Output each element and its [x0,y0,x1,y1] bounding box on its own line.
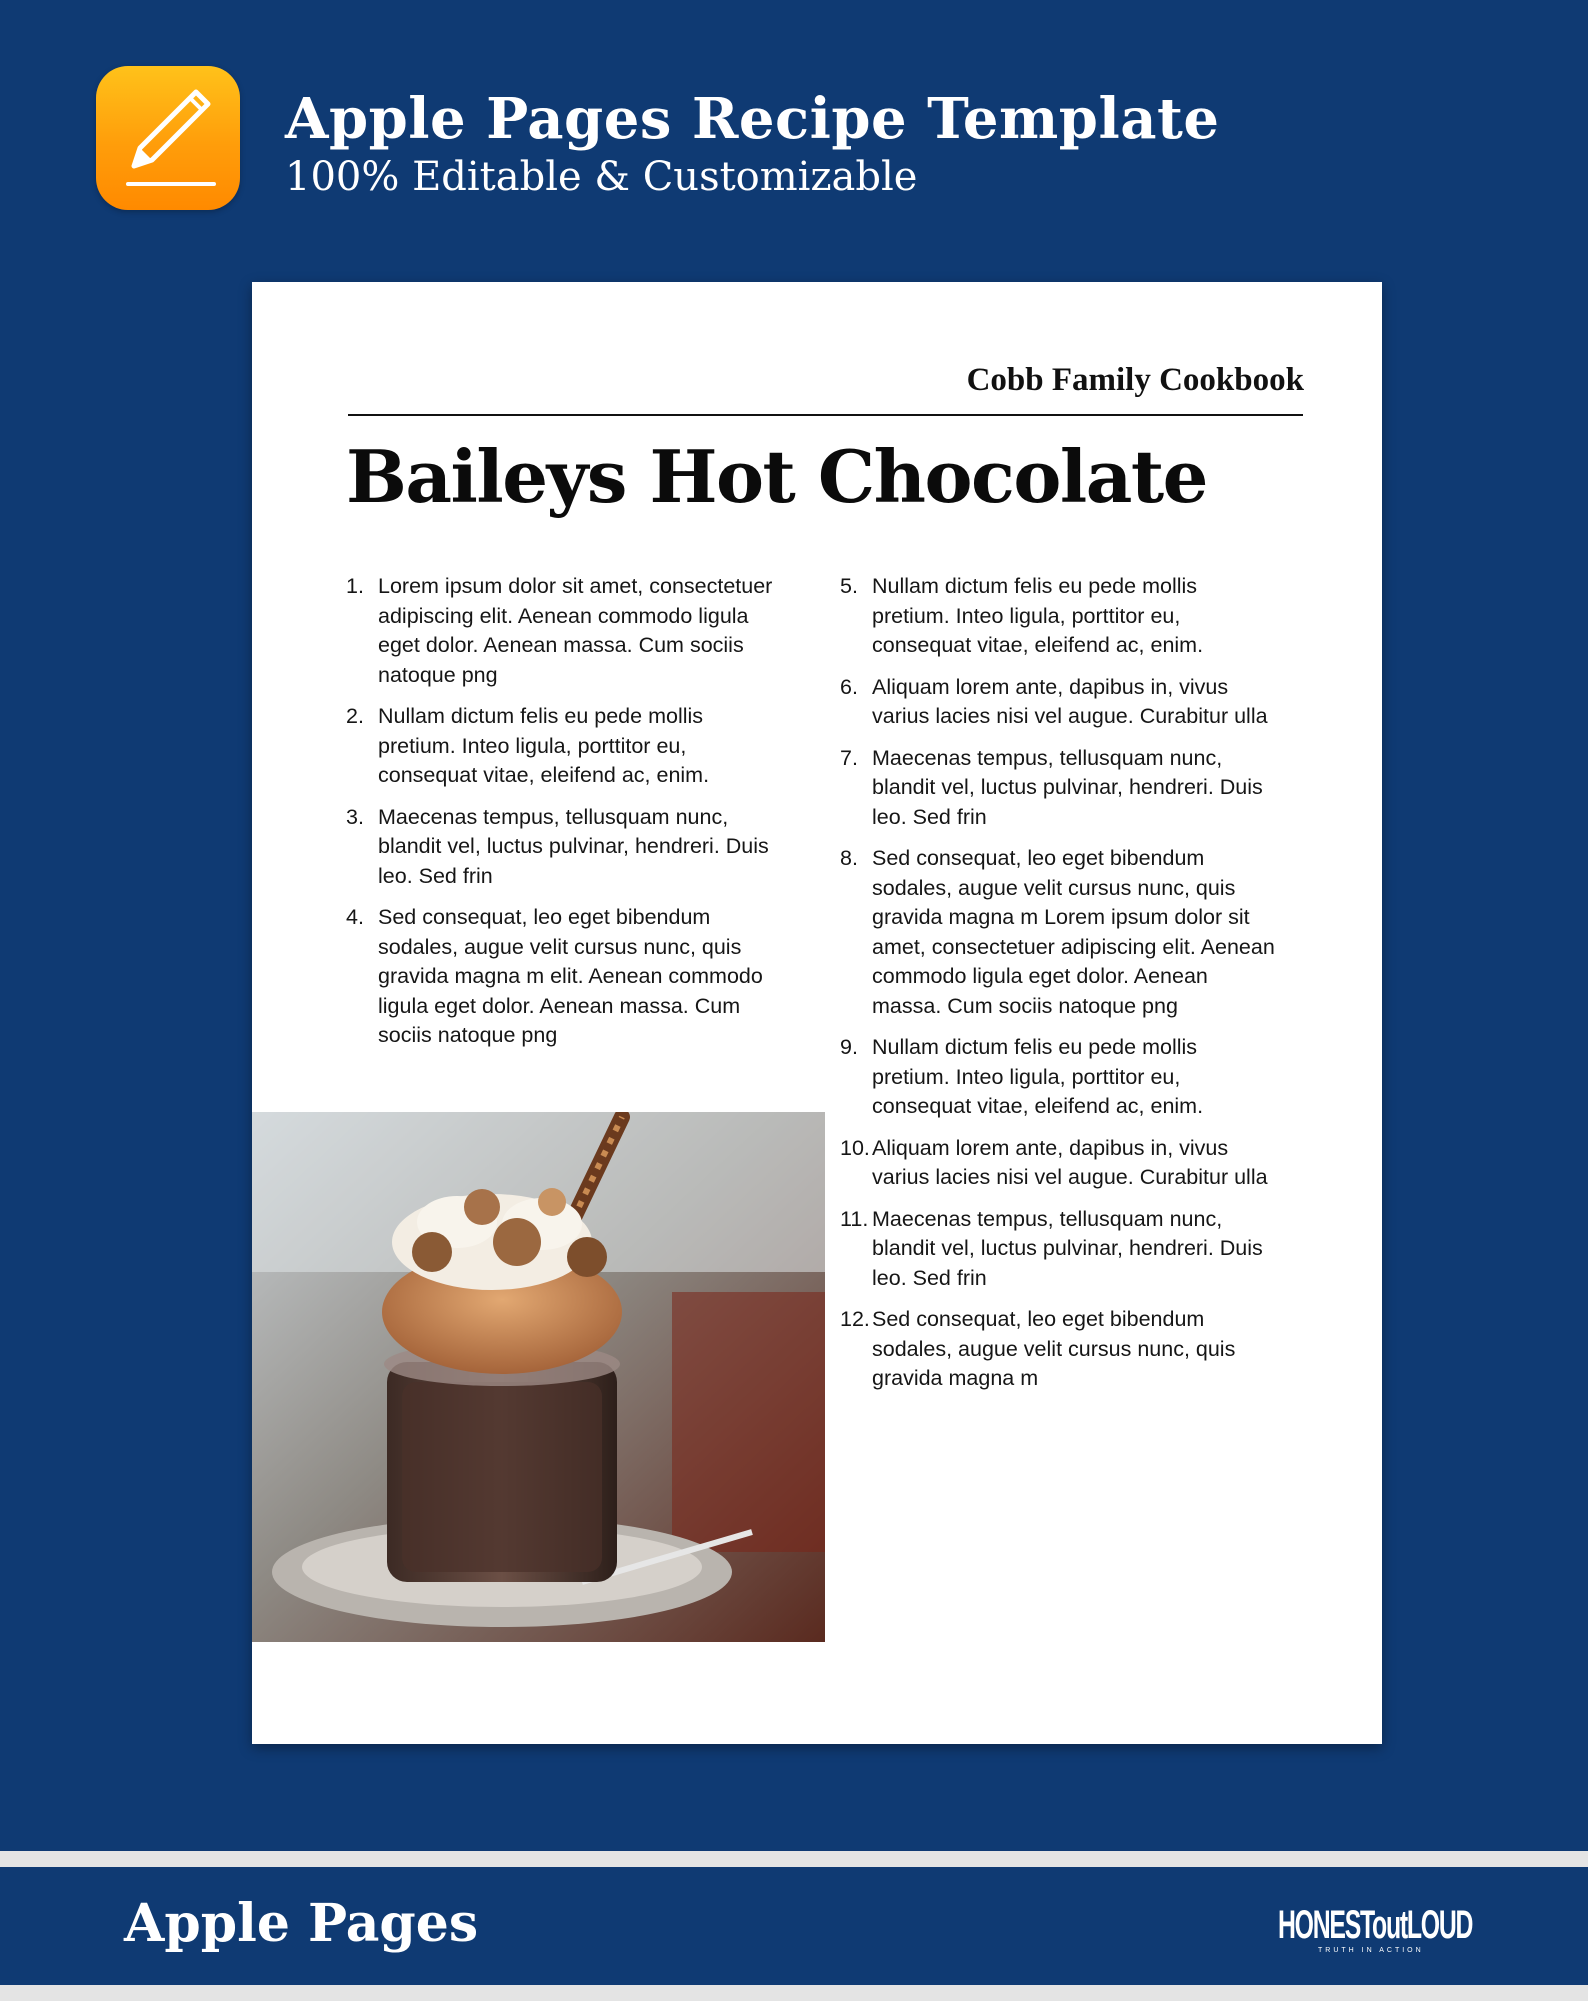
steps-left-column [346,572,776,1063]
step-text: Sed consequat, leo eget bibendum sodales, augue velit cursus nunc, quis gravida magna m elit. Aenean commodo ligula eget dolor. Aenean massa. Cum sociis natoque png [378,905,763,1047]
step-number: 3. [346,804,364,829]
step-text: Nullam dictum felis eu pede mollis pretium. Inteo ligula, porttitor eu, consequat vitae, eleifend ac, enim. [872,574,1204,657]
step-number: 2. [346,704,364,728]
step-text: Nullam dictum felis eu pede mollis pretium. Inteo ligula, porttitor eu, consequat vitae, eleifend ac, enim. [872,1035,1204,1118]
recipe-page [252,282,1382,1744]
recipe-step [346,702,776,791]
header-subtitle: 100% Editable & Customizable [285,154,918,200]
hot-chocolate-photo [252,1112,825,1642]
header-title: Apple Pages Recipe Template [285,86,1220,152]
pages-app-icon [96,66,240,210]
brand-logo [1278,1903,1473,1965]
footer [0,1867,1588,1985]
cookbook-name: Cobb Family Cookbook [966,362,1304,398]
step-text: Nullam dictum felis eu pede mollis pretium. Inteo ligula, porttitor eu, consequat vitae, eleifend ac, enim. [378,704,710,787]
footer-divider [0,1851,1588,1867]
step-text: Maecenas tempus, tellusquam nunc, blandit vel, luctus pulvinar, hendreri. Duis leo. Sed frin [378,804,769,888]
recipe-step [346,572,776,690]
steps-right-column [840,572,1280,1406]
title-divider [348,414,1303,416]
recipe-step [346,903,776,1051]
step-text: Maecenas tempus, tellusquam nunc, blandit vel, luctus pulvinar, hendreri. Duis leo. Sed frin [872,745,1263,829]
step-number: 12. [840,1307,870,1331]
step-number: 9. [840,1035,858,1059]
step-number: 8. [840,846,858,870]
step-number: 11. [840,1206,869,1231]
recipe-step [840,572,1280,661]
recipe-step [840,844,1280,1021]
header [0,0,1588,280]
step-number: 7. [840,745,858,770]
footer-bottom-strip [0,1985,1588,2001]
step-text: Maecenas tempus, tellusquam nunc, blandit vel, luctus pulvinar, hendreri. Duis leo. Sed frin [872,1206,1263,1290]
recipe-step [346,803,776,892]
step-number: 1. [346,574,364,598]
step-text: Sed consequat, leo eget bibendum sodales, augue velit cursus nunc, quis gravida magna m [872,1307,1236,1390]
recipe-step [840,673,1280,732]
step-text: Aliquam lorem ante, dapibus in, vivus varius lacies nisi vel augue. Curabitur ulla [872,674,1268,728]
step-number: 5. [840,574,858,598]
step-text: Lorem ipsum dolor sit amet, consectetuer adipiscing elit. Aenean commodo ligula eget dolor. Aenean massa. Cum sociis natoque png [378,574,773,687]
recipe-step [840,1033,1280,1122]
recipe-step [840,744,1280,833]
recipe-step [840,1134,1280,1193]
footer-title: Apple Pages [124,1893,479,1954]
step-number: 10. [840,1135,870,1160]
step-number: 4. [346,905,364,929]
step-text: Aliquam lorem ante, dapibus in, vivus varius lacies nisi vel augue. Curabitur ulla [872,1135,1268,1189]
step-number: 6. [840,674,858,699]
recipe-step [840,1205,1280,1294]
brand-logo-tagline: TRUTH IN ACTION [1318,1947,1424,1954]
brand-logo-wordmark: HONESToutLOUD [1278,1903,1473,1947]
recipe-step [840,1305,1280,1394]
step-text: Sed consequat, leo eget bibendum sodales, augue velit cursus nunc, quis gravida magna m Lorem ipsum dolor sit amet, consectetuer adipiscing elit. Aenean commodo ligula eget dolor. Aenean massa. Cum sociis natoque png [872,846,1275,1018]
recipe-title: Baileys Hot Chocolate [346,434,1207,519]
pencil-icon [96,66,240,210]
